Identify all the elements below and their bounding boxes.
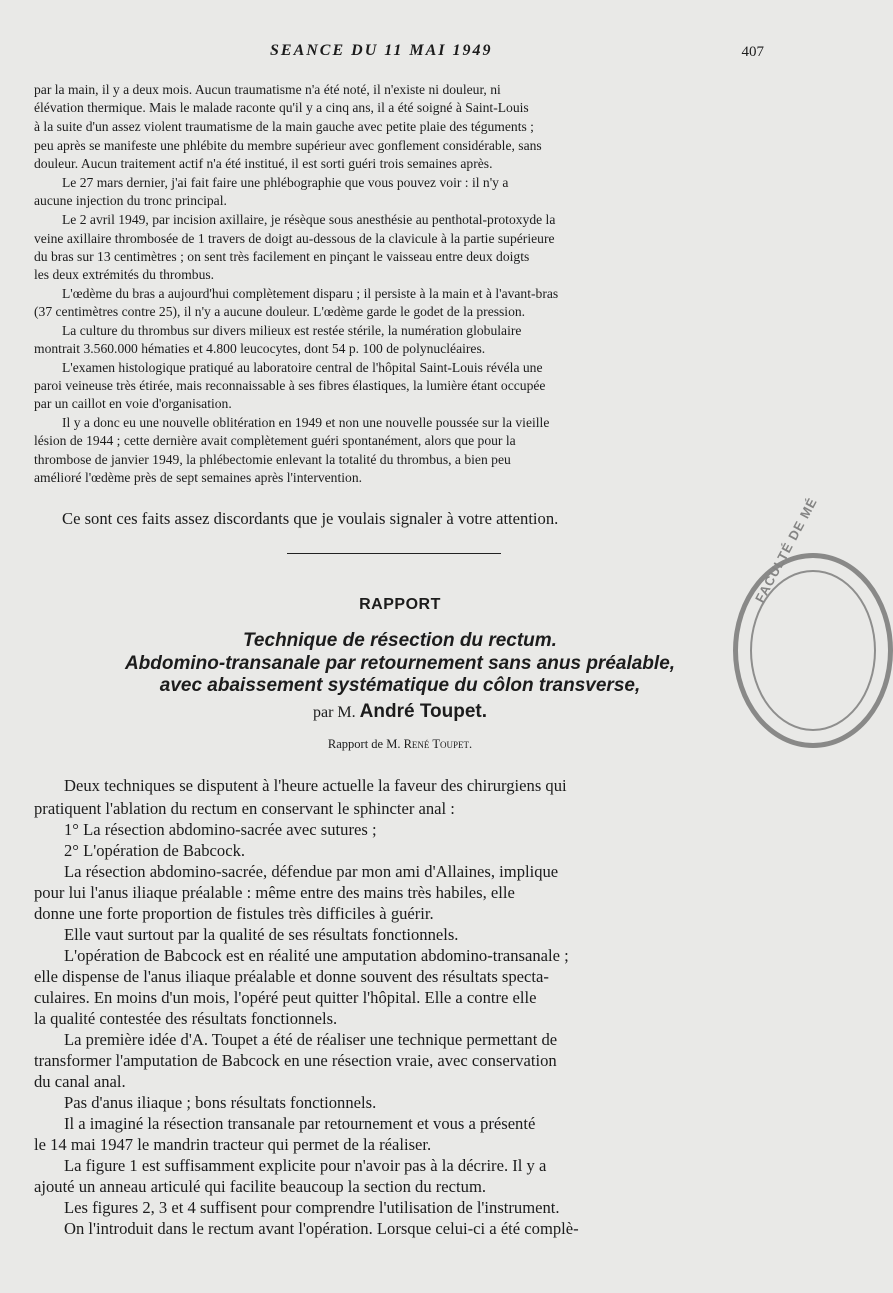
text-line: thrombose de janvier 1949, la phlébectomie enlevant la totalité du thrombus, a bien peu [34, 452, 511, 467]
author-name: André Toupet. [359, 701, 487, 722]
text-line: aucune injection du tronc principal. [34, 193, 227, 208]
text-line: par la main, il y a deux mois. Aucun traumatisme n'a été noté, il n'existe ni douleur, ni [34, 82, 501, 97]
text-line: paroi veineuse très étirée, mais reconnaissable à ses fibres élastiques, la lumière étant occupée [34, 378, 546, 393]
text-line: Deux techniques se disputent à l'heure actuelle la faveur des chirurgiens qui [64, 776, 567, 795]
text-line: lésion de 1944 ; cette dernière avait complètement guéri spontanément, alors que pour la [34, 433, 516, 448]
text-line: La résection abdomino-sacrée, défendue par mon ami d'Allaines, implique [64, 862, 559, 881]
text-line: L'examen histologique pratiqué au laboratoire central de l'hôpital Saint-Louis révéla une [62, 360, 543, 375]
section-divider [287, 553, 501, 554]
text-line: à la suite d'un assez violent traumatisme de la main gauche avec petite plaie des téguments ; [34, 119, 534, 134]
author-byline [0, 701, 800, 723]
running-head: SEANCE DU 11 MAI 1949 [270, 42, 493, 59]
text-line: du canal anal. [34, 1072, 126, 1091]
text-line: le 14 mai 1947 le mandrin tracteur qui permet de la réaliser. [34, 1135, 432, 1154]
rapporteur-line [0, 737, 800, 752]
text-line: donne une forte proportion de fistules très difficiles à guérir. [34, 904, 434, 923]
text-line: Elle vaut surtout par la qualité de ses résultats fonctionnels. [64, 925, 459, 944]
text-line: transformer l'amputation de Babcock en une résection vraie, avec conservation [34, 1051, 557, 1070]
page-header [0, 42, 800, 64]
stamp-text: FACULTÉ DE MÉ [752, 494, 821, 606]
text-line: du bras sur 13 centimètres ; on sent très facilement en pinçant le vaisseau entre deux doigts [34, 249, 530, 264]
rapport-heading: RAPPORT [359, 596, 441, 613]
text-line: élévation thermique. Mais le malade raconte qu'il y a cinq ans, il a été soigné à Saint-Louis [34, 100, 529, 115]
text-line: La culture du thrombus sur divers milieux est restée stérile, la numération globulaire [62, 323, 522, 338]
author-prefix: par M. [312, 704, 356, 721]
text-line: ajouté un anneau articulé qui facilite beaucoup la section du rectum. [34, 1177, 486, 1196]
text-line: la qualité contestée des résultats fonctionnels. [34, 1009, 338, 1028]
text-line: Le 27 mars dernier, j'ai fait faire une phlébographie que vous pouvez voir : il n'y a [62, 175, 509, 190]
page-number: 407 [741, 44, 764, 60]
rapporteur-name: René Toupet. [403, 737, 473, 751]
text-line: douleur. Aucun traitement actif n'a été institué, il est sorti guéri trois semaines après. [34, 156, 493, 171]
text-line: Il a imaginé la résection transanale par retournement et vous a présenté [64, 1114, 536, 1133]
text-line: 1° La résection abdomino-sacrée avec sutures ; [64, 820, 377, 839]
text-line: amélioré l'œdème près de sept semaines après l'intervention. [34, 470, 363, 485]
text-line: pratiquent l'ablation du rectum en conservant le sphincter anal : [34, 799, 455, 818]
text-line: Il y a donc eu une nouvelle oblitération en 1949 et non une nouvelle poussée sur la vieille [62, 415, 550, 430]
text-line: elle dispense de l'anus iliaque préalable et donne souvent des résultats specta- [34, 967, 549, 986]
text-line: culaires. En moins d'un mois, l'opéré peut quitter l'hôpital. Elle a contre elle [34, 988, 537, 1007]
text-line: Les figures 2, 3 et 4 suffisent pour comprendre l'utilisation de l'instrument. [64, 1198, 560, 1217]
text-line: 2° L'opération de Babcock. [64, 841, 246, 860]
text-line: La première idée d'A. Toupet a été de réaliser une technique permettant de [64, 1030, 558, 1049]
closing-sentence: Ce sont ces faits assez discordants que je voulais signaler à votre attention. [62, 509, 559, 528]
text-line: (37 centimètres contre 25), il n'y a aucune douleur. L'œdème garde le godet de la pression. [34, 304, 526, 319]
text-line: Le 2 avril 1949, par incision axillaire, je résèque sous anesthésie au penthotal-protoxyde la [62, 212, 556, 227]
text-line: peu après se manifeste une phlébite du membre supérieur avec gonflement considérable, sans [34, 138, 542, 153]
text-line: L'opération de Babcock est en réalité une amputation abdomino-transanale ; [64, 946, 569, 965]
text-line: Pas d'anus iliaque ; bons résultats fonctionnels. [64, 1093, 377, 1112]
rapporteur-prefix: Rapport de M. [327, 737, 401, 751]
text-line: les deux extrémités du thrombus. [34, 267, 215, 282]
text-line: On l'introduit dans le rectum avant l'opération. Lorsque celui-ci a été complè- [64, 1219, 579, 1238]
report-title-line: avec abaissement systématique du côlon transverse, [159, 675, 641, 696]
text-line: L'œdème du bras a aujourd'hui complètement disparu ; il persiste à la main et à l'avant-bras [62, 286, 559, 301]
text-line: par un caillot en voie d'organisation. [34, 396, 232, 411]
report-title-line: Abdomino-transanale par retournement sans anus préalable, [124, 653, 676, 674]
text-line: montrait 3.560.000 hématies et 4.800 leucocytes, dont 54 p. 100 de polynucléaires. [34, 341, 486, 356]
text-line: La figure 1 est suffisamment explicite pour n'avoir pas à la décrire. Il y a [64, 1156, 547, 1175]
text-line: veine axillaire thrombosée de 1 travers de doigt au-dessous de la clavicule à la partie supérieure [34, 231, 555, 246]
report-title-line: Technique de résection du rectum. [243, 630, 557, 651]
text-line: pour lui l'anus iliaque préalable : même entre des mains très habiles, elle [34, 883, 515, 902]
